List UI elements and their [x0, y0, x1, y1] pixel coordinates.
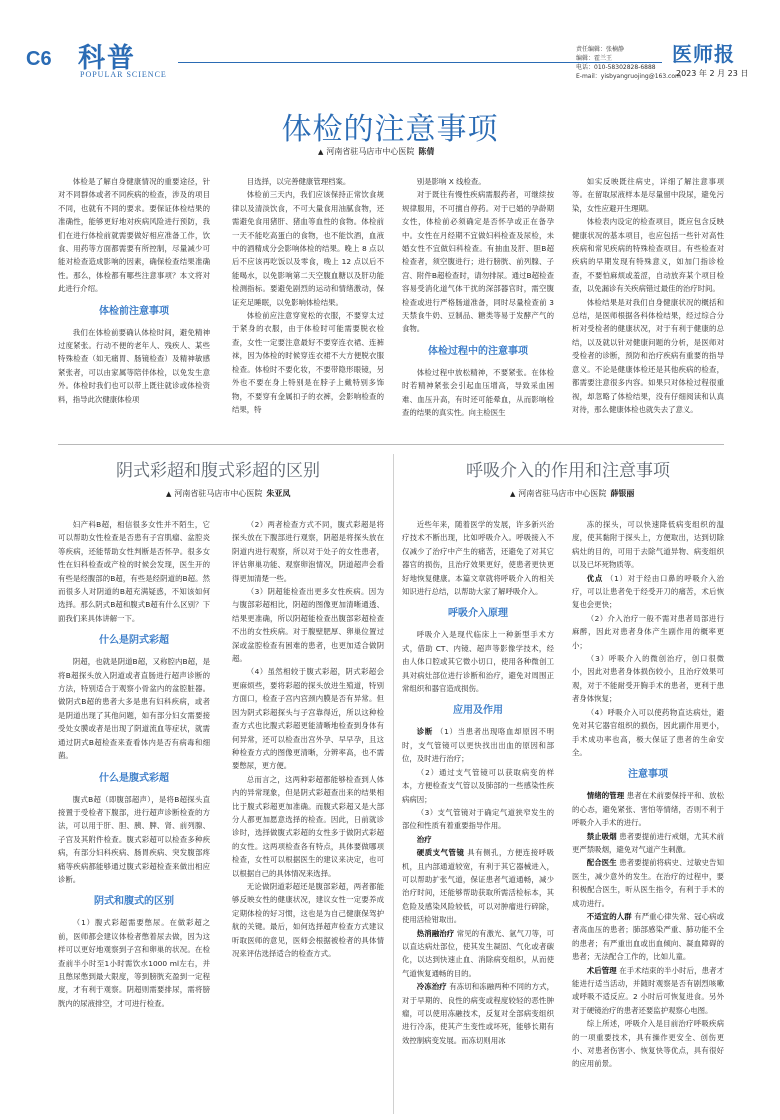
paragraph	[572, 572, 724, 612]
paragraph-body: 常见的有激光、氩气刀等，可以直达病灶部位，使其发生凝固、气化或者碳化，以达到快速止血、消除病变组织，从而使气道恢复通畅的目的。	[402, 928, 554, 978]
paragraph: （3）支气管镜对于确定气道狭窄发生的部位和性质有着重要指导作用。	[402, 807, 554, 831]
email-line: E-mail：yisbyangruojing@163.com	[576, 73, 681, 80]
article-column	[58, 518, 210, 1116]
subheading: 呼吸介入原理	[448, 608, 508, 620]
paragraph-body: （1）对于经由口鼻的呼吸介入治疗，可以让患者免于经受开刀的痛苦，术后恢复也会更快；	[572, 573, 724, 610]
paragraph: 体检前应注意穿宽松的衣服，不要穿太过于紧身的衣服，由于体检时可能需要脱衣检查，女性一定要注意最好不要穿连衣裙、连裤袜，因为体检的时候穿连衣裙不大方便脱衣服检查。体检时不要化妆，不要带隐形眼镜，另外也不要在身上特别是在脖子上戴特别多饰物，不要穿有金属扣子的衣裤，会影响检查的结果，特	[232, 311, 384, 414]
section-title: 科普	[78, 43, 136, 74]
paragraph: 近些年来，随着医学的发展，许多新兴治疗技术不断出现，比如呼吸介入。呼吸接入不仅减少了治疗中产生的痛苦，还避免了对其它器官的损伤，且治疗效果更好，使患者更快更好地恢复健康。本篇文章就将呼吸介入的相关知识进行总结，以帮助大家了解呼吸介入。	[402, 520, 554, 597]
subheading: 体检过程中的注意事项	[428, 345, 528, 357]
paragraph-lead: 配合医生	[586, 858, 617, 868]
paragraph	[402, 725, 554, 765]
paragraph: 腹式B超（即腹部超声），是将B超探头直接置于受检者下腹部，进行超声诊断检查的方法，可以用于肝、胆、胰、脾、肾、前列腺、子宫及其附件检查。腹式彩超可以检查多种疾病，有部分妇科疾病、肠胃疾病、突发腹部疼痛等疾病都能够通过腹式彩超检查来做出相应诊断。	[58, 794, 210, 884]
paragraph: 如实反映既往病史，详细了解注意事项等。在留取尿液样本是尽量留中段尿，避免污染，女性应避开生理期。	[572, 177, 724, 213]
paragraph-body: 患者要提前进行戒烟，尤其术前更严禁吸烟，避免对气道产生刺激。	[572, 831, 724, 854]
paragraph: （2）介入治疗一般不需对患者局部进行麻醉，因此对患者身体产生副作用的概率更小；	[572, 613, 724, 650]
paragraph: 体检过程中放松精神，不要紧张。在体检时若精神紧张会引起血压增高，导致采血困难、血压升高，有时还可能晕血，从而影响检查的结果的真实性。向主检医生	[402, 367, 554, 418]
triangle-icon: ▲	[318, 148, 324, 156]
page-header	[0, 0, 780, 90]
paragraph-body: 有严重心律失常、冠心病或者高血压的患者；肺部感染严重、肺功能不全的患者；有严重出血或出血倾向、凝血障碍的患者；无法配合工作的，比如儿童。	[572, 911, 724, 962]
paragraph-lead: 情绪的管理	[586, 791, 625, 801]
paragraph-lead: 不适宜的人群	[586, 911, 632, 921]
article-title-respiratory: 呼吸介入的作用和注意事项	[466, 461, 670, 481]
paragraph-lead: 治疗	[416, 834, 432, 844]
paragraph	[572, 910, 724, 964]
paragraph	[572, 856, 724, 910]
paragraph-body: 患者要提前将病史、过敏史告知医生，减少意外的发生。在治疗的过程中，要积极配合医生，听从医生指令，有利于手术的成功进行。	[572, 858, 724, 908]
paragraph: 对于既往有慢性疾病需服药者，可继续按规律服用，不可擅自停药。对于已婚的孕龄期女性，体检前必须确定是否怀孕或正在备孕中。女性在月经期不宜做妇科检查及尿检，未婚女性不宜做妇科检查。有抽血及肝、胆B超检查者，须空腹进行；进行膀胱、前列腺、子宫、附件B超检查时，请勿排尿。通过B超检查容易受消化道气体干扰的深部器官时，需空腹检查或进行严格肠道准备，同时尽量检查前 3 天禁食牛奶、豆制品、糖类等易于发酵产气的食物。	[402, 190, 554, 334]
paragraph-body: 患者在术前要保持平和、放松的心态，避免紧张、害怕等情绪，否则不利于呼吸介入手术的进行。	[572, 791, 724, 828]
article-column	[58, 175, 210, 433]
byline-org: 河南省驻马店市中心医院	[326, 147, 415, 156]
paragraph: 妇产科B超，相信很多女性并不陌生，它可以帮助女性检查是否患有子宫肌瘤、盆腔炎等疾病，还能帮助女性判断是否怀孕。很多女性在妇科检查或产检的时候会发现，医生开的有些是经腹部的B超，有些是经阴道的B超。然而很多人对阴道的B超充满疑惑，不知该如何选择。那么阴式B超和腹式B超有什么区别？下面我们来具体讲解一下。	[58, 520, 210, 623]
paragraph: 体检表内设定的检查项目，既应包含反映健康状况的基本项目，也应包括一些针对高性疾病和常见疾病的特殊检查项目。有些检查对疾病的早期发现有特殊意义，如加门指诊检查，不要怕麻烦或羞涩，自动放弃某个项目检查，以免漏诊有关疾病错过最佳的治疗时间。	[572, 217, 724, 294]
paragraph	[402, 833, 554, 846]
paragraph: 总而言之，这两种彩超都能够检查到人体内的异常现象，但是阴式彩超查出来的结果相比于腹式彩超更加准确。而腹式彩超又是大部分人都更加愿意选择的检查。因此，日前就诊诊时，选择做腹式彩超的女性多于做阴式彩超的女性。这两项检查各有特点，具体要做哪项检查，女性可以根据医生的建议来决定，也可以根据自己的具体情况来选择。	[232, 774, 384, 878]
article-title-ultrasound: 阴式彩超和腹式彩超的区别	[116, 461, 320, 481]
article-column	[572, 518, 724, 1116]
section-title-en: POPULAR SCIENCE	[80, 70, 167, 79]
subheading: 什么是腹式彩超	[99, 772, 169, 784]
byline-org: 河南省驻马店市中心医院	[518, 489, 607, 498]
subheading: 什么是阴式彩超	[99, 635, 169, 647]
paragraph-lead: 优点	[586, 573, 603, 583]
paragraph: （4）虽然相较于腹式彩超，阴式彩超会更麻烦些，要将彩超的探头放进生殖道，特别方面口，检查子宫内宫颈内膜是否有异常。但因为阴式彩超探头与子宫靠得近，所以这种检查方式也比腹式彩超更能清晰地检查到身体有何异常，还可以检查出宫外孕、早早孕，且这种检查方式的图像更清晰，分辨率高，也不需要憋尿，更方便。	[232, 667, 384, 771]
article-column	[572, 175, 724, 433]
paragraph: （3）呼吸介入的微创治疗，创口很微小，因此对患者身体损伤较小，且治疗效果可观，对于不能耐受开胸手术的患者，更利于患者身体恢复；	[572, 654, 724, 704]
paragraph	[402, 927, 554, 981]
paragraph-lead: 术后管理	[586, 965, 617, 975]
paragraph: 体检是了解自身健康情况的重要途径，针对不同群体或者不同疾病的检查，涉及的项目不同，也就有不同的要求。要保证体检结果的准确性，能够更好地对疾病风险进行预防，我们在进行体检前就需要做好相应准备工作，饮食、用药等方面都需要有所控制，尽量减少可能对检查造成影响的因素，确保检查结果准确性。那么，体检都有哪些注意事项？本文将对此进行介绍。	[58, 177, 210, 294]
paragraph-body: （1）当患者出现咯血却原因不明时，支气管镜可以更快找出出血的原因和部位，及时进行治疗；	[402, 727, 554, 764]
column-divider	[393, 454, 394, 1114]
paragraph-lead: 热消融治疗	[416, 928, 455, 938]
paragraph-body: 有冻切和冻融两种不同的方式，对于早期的、良性的病变或程度较轻的恶性肿瘤，可以使用冻融技术，反复对全部病变组织进行冷冻，使其产生变性或坏死，能够长期有效控制病变发展。而冻切则用冰	[402, 982, 554, 1045]
paragraph-body: 在手术结束的半小时后，患者才能进行适当活动，并随时观察是否有剧烈咳嗽或呼吸不适反应。2 小时后可恢复进食。另外对于硬镜治疗的患者还要监护观察心电图。	[572, 965, 724, 1015]
phone-line: 电话：010-58302828-6888	[576, 64, 656, 71]
triangle-icon: ▲	[510, 490, 516, 498]
byline-author: 薛银丽	[610, 489, 635, 498]
article-column	[402, 518, 554, 1116]
paragraph: 目选择，以完善健康管理档案。	[246, 177, 351, 186]
paragraph-lead: 诊断	[416, 727, 433, 737]
paragraph: 我们在体检前要确认体检时间，避免精神过度紧张。行动不便的老年人、残疾人、某些特殊检查（如无痛胃、肠镜检查）及精神敏感紧张者，可以由家属等陪伴体检，以免发生意外。体检时我们也可以带上既往就诊或体检资料，指导此次健康体检项	[58, 327, 210, 404]
article-column	[232, 175, 384, 433]
paragraph-lead: 禁止吸烟	[586, 831, 617, 841]
paragraph: 冻的探头，可以快速降低病变组织的温度，使其黏附于探头上，方便取出，达到切除病灶的目的，可用于去除气道异物、病变组织以及已坏死物质等。	[572, 520, 724, 570]
subheading: 注意事项	[628, 769, 668, 781]
byline-org: 河南省驻马店市中心医院	[174, 489, 263, 498]
layout-editor-line: 编辑：霍兰王	[576, 55, 613, 62]
paragraph: 阴超，也就是阴道B超，又称腔内B超，是将B超探头放入阴道或者直肠进行超声诊断的方法，特别适合于观察小骨盆内的盆腔脏器。做阴式B超的患者大多是患有妇科疾病，或者是阴道出现了其他问题，如有部分妇女需要接受处女膜或者是出现了阴道流血等症状，就需通过阴式B超检查来查看体内是否有病毒和细菌。	[58, 657, 210, 761]
newspaper-masthead: 医师报	[672, 42, 735, 66]
paragraph	[572, 789, 724, 829]
byline-author: 陈倩	[418, 147, 435, 156]
article-column	[232, 518, 384, 1116]
triangle-icon: ▲	[166, 490, 172, 498]
paragraph-body: 具有侧孔，方便连接呼吸机，且内部通道较宽，有利于其它器械进入，可以帮助扩张气道，保证患者气道通畅，减少治疗时间，还能够帮助获取所需活检标本，其危险及感染风险较低，可以对肿瘤进行碎除，使用活检钳取出。	[402, 848, 554, 925]
subheading: 阴式和腹式的区别	[94, 896, 174, 908]
paragraph	[402, 980, 554, 1047]
paragraph: （2）两者检查方式不同，腹式彩超是将探头放在下腹部进行观察，阴超是将探头放在阴道内进行观察，所以对于处子的女性患者，评估卵巢功能、观察卵泡情况，阴道超声会看得更加清楚一些。	[232, 520, 384, 583]
article-column	[402, 175, 554, 433]
section-divider	[58, 444, 724, 445]
byline-respiratory	[510, 488, 634, 499]
paragraph	[572, 830, 724, 857]
paragraph	[572, 964, 724, 1018]
paragraph-lead: 硬质支气管镜	[416, 848, 465, 858]
page-number: C6	[26, 48, 52, 70]
subheading: 体检前注意事项	[99, 305, 169, 317]
issue-date: 2023 年 2 月 23 日	[676, 69, 749, 78]
subheading: 应用及作用	[453, 705, 503, 717]
paragraph: 综上所述，呼吸介入是目前治疗呼吸疾病的一项重要技术，具有操作更安全、创伤更小、对患者伤害小、恢复快等优点，具有很好的应用前景。	[572, 1019, 724, 1069]
paragraph: 别是影响 X 线检查。	[416, 177, 486, 186]
byline-checkup	[318, 146, 434, 157]
paragraph: 呼吸介入是现代临床上一种新型手术方式，借助 CT、内镜、超声等影像学技术，经由人体口腔或其它微小切口，使用各种微创工具对病灶部位进行诊断和治疗，避免对周围正常组织和器官造成损伤。	[402, 630, 554, 694]
article-title-checkup: 体检的注意事项	[281, 112, 499, 147]
paragraph: （4）呼吸介入可以使药物直达病灶，避免对其它器官组织的损伤，因此副作用更小，手术成功率也高，极大保证了患者的生命安全。	[572, 707, 724, 757]
paragraph: （2）通过支气管镜可以获取病变的样本，方便检查支气管以及肺部的一些感染性疾病病因；	[402, 767, 554, 804]
paragraph: （1）腹式彩超需要憋尿。在做彩超之前，医师都会建议体检者憋着尿去做，因为这样可以更好地观察到子宫和卵巢的状况。在检查前半小时至1小时需饮水1000 ml左右，并且憋尿憋到最大限度，等到膀胱充盈到一定程度，才有利于观察。阴超则需要排尿，需将膀胱内的尿液排空，才可进行检查。	[58, 918, 210, 1008]
paragraph: 体检结果是对我们自身健康状况的概括和总结，是医师根据各科体检结果，经过综合分析对受检者的健康状况，对于有利于健康的总结，以及就以针对健康问题的分析，是医师对受检者的诊断，预防和治疗疾病有重要的指导意义。不论是健康体检还是其他疾病的检查，都需要注意很多内容。如果只对体检过程很重视，却忽略了体检结果，没有仔细阅读和认真对待，那么健康体检也就失去了意义。	[572, 297, 724, 414]
editor-info	[576, 45, 681, 81]
paragraph: （3）阴超能检查出更多女性疾病。因为与腹部彩超相比，阴超的图像更加清晰通透、结果更准确，所以阴超能检查出腹部彩超检查不出的女性疾病。对于腹壁肥厚、卵巢位置过深或盆腔检查有困难的患者，也更加适合做阴超。	[232, 587, 384, 664]
paragraph	[402, 846, 554, 926]
editor-line: 责任编辑：张楠静	[576, 46, 625, 53]
paragraph: 体检前三天内，我们应该保持正常饮食规律以及清淡饮食，不可大量食用油腻食物，还需避免食用猪肝、猪血等血性的食物。体检前一天不能吃高蛋白的食物，也不能饮酒，血液中的酒精成分会影响体检的结果。晚上 8 点以后不应该再吃饭以及零食，晚上 12 点以后不能喝水，以免影响第二天空腹血糖以及肝功能检测指标。要避免剧烈的运动和情绪激动，保证充足睡眠，以免影响体检结果。	[232, 190, 384, 307]
paragraph: 无论做阴道彩超还是腹部彩超，两者都能够反映女性的健康状况，建议女性一定要养成定期体检的好习惯，这也是为自己健康保驾护航的关键。最后，如何选择超声检查方式建议听取医师的意见，医师会根据被检者的具体情况来评估选择适合的检查方式。	[232, 881, 384, 958]
byline-author: 朱亚凤	[266, 489, 291, 498]
paragraph-lead: 冷冻治疗	[416, 982, 447, 992]
byline-ultrasound	[166, 488, 290, 499]
